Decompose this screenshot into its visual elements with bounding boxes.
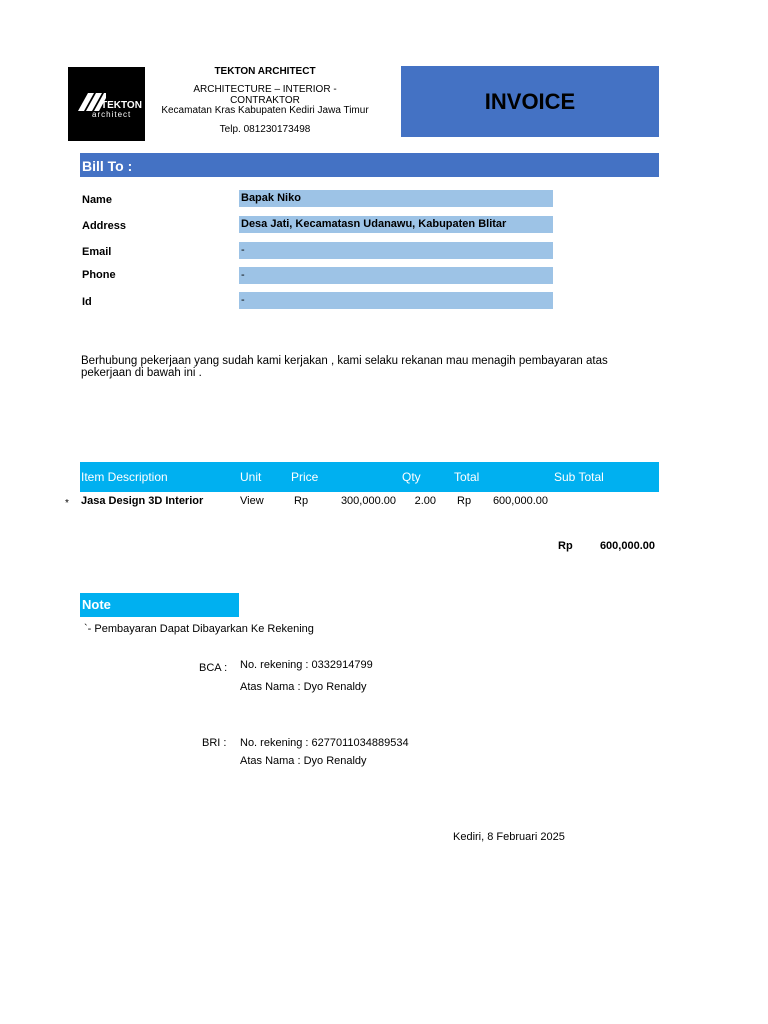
email-label: Email (82, 246, 112, 258)
name-label: Name (82, 194, 112, 206)
id-value: - (239, 292, 553, 309)
row-qty: 2.00 (414, 495, 436, 507)
grand-total-currency: Rp (558, 540, 573, 552)
header-item-description: Item Description (81, 470, 168, 484)
address-label: Address (82, 220, 127, 232)
logo-text: TEKTON (101, 100, 142, 111)
note-text: `- Pembayaran Dapat Dibayarkan Ke Rekening (84, 623, 314, 635)
company-name: TEKTON ARCHITECT (214, 66, 316, 77)
header-qty: Qty (402, 470, 421, 484)
company-tagline: ARCHITECTURE – INTERIOR - CONTRAKTOR (193, 84, 337, 106)
bri-holder: Atas Nama : Dyo Renaldy (240, 755, 367, 767)
bca-account: No. rekening : 0332914799 (240, 659, 373, 671)
header-total: Total (454, 470, 480, 484)
row-bullet: * (65, 498, 69, 509)
header-sub-total: Sub Total (554, 470, 604, 484)
place-date: Kediri, 8 Februari 2025 (453, 831, 565, 843)
company-phone: Telp. 081230173498 (219, 124, 311, 135)
company-address: Kecamatan Kras Kabupaten Kediri Jawa Timur (161, 105, 369, 116)
note-heading: Note (82, 597, 111, 612)
phone-label: Phone (82, 269, 116, 281)
invoice-header (401, 66, 659, 137)
name-value: Bapak Niko (239, 190, 553, 207)
invoice-title: INVOICE (484, 88, 576, 114)
email-value: - (239, 242, 553, 259)
bill-to-bar (80, 153, 659, 177)
bri-label: BRI : (202, 737, 227, 749)
company-logo (68, 67, 145, 141)
row-total-currency: Rp (457, 495, 472, 507)
row-total: 600,000.00 (492, 495, 548, 507)
invoice-message: Berhubung pekerjaan yang sudah kami kerjakan , kami selaku rekanan mau menagih pembayaran atas pekerjaan di bawah ini . (81, 355, 608, 379)
bca-label: BCA : (199, 662, 228, 674)
header-unit: Unit (240, 470, 262, 484)
bill-to-heading: Bill To : (82, 158, 133, 174)
bri-account: No. rekening : 6277011034889534 (240, 737, 409, 749)
logo-subtext: architect (92, 110, 132, 119)
id-label: Id (82, 296, 92, 308)
row-price-currency: Rp (294, 495, 309, 507)
phone-value: - (239, 267, 553, 284)
row-item: Jasa Design 3D Interior (81, 495, 204, 507)
header-price: Price (291, 470, 319, 484)
bca-holder: Atas Nama : Dyo Renaldy (240, 681, 367, 693)
grand-total: 600,000.00 (599, 540, 655, 552)
address-value: Desa Jati, Kecamatasn Udanawu, Kabupaten Blitar (239, 216, 553, 233)
row-price: 300,000.00 (340, 495, 396, 507)
row-unit: View (240, 495, 264, 507)
